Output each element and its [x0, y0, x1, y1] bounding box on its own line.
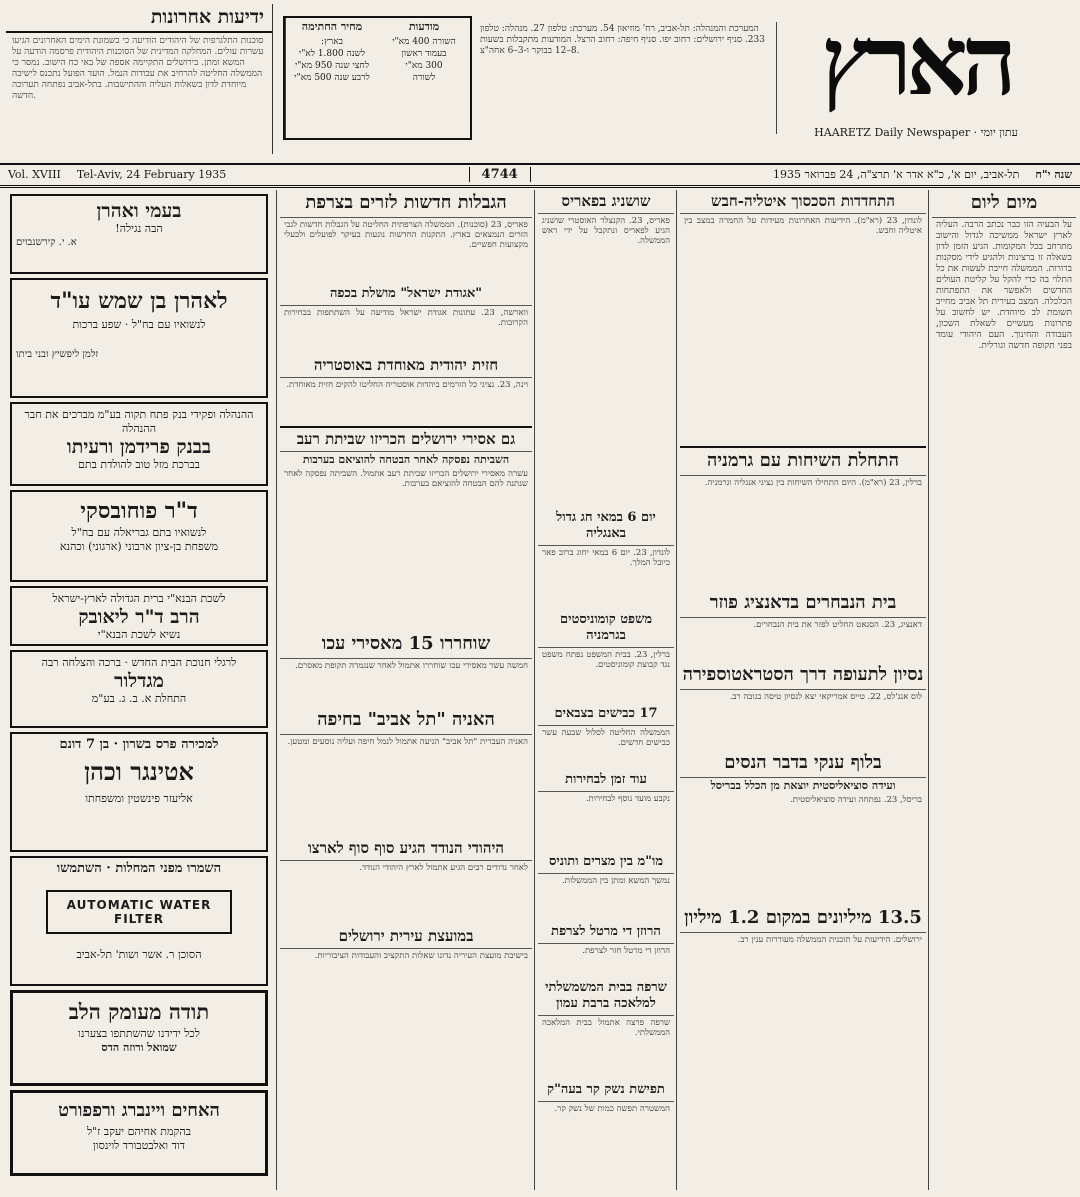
article-text: לונדון, 23. יום 6 במאי יחוג ברוב פאר כיובל המלך.	[542, 548, 670, 569]
ad-box	[10, 194, 268, 274]
subheadline: השביתה נפסקה לאחר הבטחה להוציאם בערבות	[302, 453, 510, 466]
ad-box	[10, 402, 268, 486]
advertising-line: בעמוד ראשון	[401, 49, 447, 59]
advertising-prices	[378, 18, 470, 138]
ad-box	[10, 990, 268, 1086]
article-text: ווארשה, 23. עתונות אגודת ישראל מודיעה על השתתפות בבחירות הקרובות.	[284, 308, 528, 329]
ad-signature: דוד ואלבטבורד לוינסון	[92, 1139, 185, 1152]
ad-box	[10, 732, 268, 852]
ad-title: תודה מעומק הלב	[68, 999, 210, 1024]
ad-text: לנשואיו עם בח"ל · שפע ברכות	[72, 318, 206, 331]
latest-news-box	[6, 4, 273, 154]
article-text: פאריס, 23 (סוכנות). הממשלה הצרפתית החליטה על הגבלות חדשות לגבי הזרים הנמצאים בארץ. התקנות החדשות נוגעות בעיקר לפועלים ולבעלי מקצועות חפשיים.	[284, 220, 528, 251]
headline: התחלת השיחות עם גרמניה	[680, 446, 926, 476]
subscription-line: לרבע שנה 500 מא"י	[294, 73, 370, 83]
article-text: פאריס, 23. הקנצלר האוסטרי שושניג הגיע לפאריס ונתקבל על ידי ראש הממשלה.	[542, 216, 670, 247]
headline: שושניג בפאריס	[538, 190, 674, 214]
headline: הרוזן די מרטל לצרפת	[538, 922, 674, 944]
article-text: נקבע מועד נוסף לבחירות.	[585, 794, 670, 804]
ad-box	[10, 586, 268, 646]
issue-number: 4744	[469, 167, 531, 182]
volume: Vol. XVIII	[8, 167, 61, 181]
masthead	[0, 0, 1080, 165]
headline: "אגודת ישראל" מושלת בכפה	[280, 284, 532, 306]
ad-title: AUTOMATIC WATER FILTER	[46, 890, 232, 934]
ads-column	[4, 190, 274, 1190]
headline: במועצת עירית ירושלים	[280, 925, 532, 949]
ad-text: לרגלי חנוכת הבית החדש · ברכה והצלחה רבה	[41, 656, 237, 669]
dateline	[0, 163, 1080, 188]
article-text: על הבעיה הזו כבר נכתב הרבה. העליה לארץ ישראל ממשיכה לגדול והישוב מתרחב בכל המקומות. הגיע הזמן לדון בשאלה זו ברצינות ולהגיע לידי מסקנות ברורות. הממשלה חייבת לעשות את כל התלוי בה כדי להקל על קליטת העולים החדשים ולאפשר את התפתחות הכלכלה. המצב בעירית תל אביב מחייב תשומת לב מיוחדת. יש לחשוב על פתרונות מעשיים לשאלת השכון, העבודה והחינוך. העם היהודי עומד בפני תקופה חדשה וגורלית.	[936, 220, 1072, 351]
latest-news-text: סוכנות התלגרפית של היהודים הודיעה כי בשמונת הימים האחרונים הגיעו עשרות עולים. המחלקה המדינית של הסוכנות היהודית פרסמה הודעה על המשא ומתן. בירושלים התקיימה אספה של באי כח הישוב. נמסר כי הממשלה החליטה להרחיב את עבודות הנמל. הועד הפועל נתכנס לישיבה מיוחדת לדון בשאלות העליה וההתישבות. בתל-אביב נפתחה תערוכה חדשה.	[12, 36, 264, 101]
logo-text: הארץ	[820, 4, 1012, 117]
ad-title: ד"ר פוחובסקי	[80, 498, 198, 524]
latest-news-title: ידיעות אחרונות	[6, 4, 272, 33]
headline: בית הנבחרים בדאנציג פוזר	[680, 590, 926, 618]
news-column-2	[280, 190, 532, 1190]
ad-box	[10, 650, 268, 728]
headline: מו"מ בין מצרים ותוניס	[538, 852, 674, 874]
headline: 17 כבישים בצבאים	[538, 704, 674, 726]
headline: הגבלות חדשות לזרים בצרפת	[280, 190, 532, 218]
subscription-line: לחצי שנה 950 מא"י	[294, 61, 370, 71]
subscription-title: מחיר החתימה	[301, 20, 363, 33]
article-text: הרוזן די מרטל חזר לצרפת.	[582, 946, 670, 956]
advertising-line: 300 מא"י	[405, 61, 443, 71]
article-text: דאנציג, 23. הסנאט החליט לפזר את בית הנבחרים.	[753, 620, 922, 630]
article-text: ברלין, 23 (רא"מ). היום התחילו השיחות בין נציגי אנגליה וגרמניה.	[704, 478, 922, 488]
advertising-title: מודעות	[408, 20, 440, 33]
ad-text: לנשואיו בתם גבריאלה עם בח"ל	[71, 526, 207, 539]
subheadline: ועידה סוציאליסטית יוצאת מן הכלל בבריסל	[710, 779, 896, 792]
headline: תפישת נשק קר בעה"ק	[538, 1080, 674, 1102]
ad-title: הרב ד"ר ליאובק	[78, 606, 200, 628]
subscription-prices	[285, 18, 378, 138]
headline: היהודי הנודד הגיע סוף סוף לארצו	[280, 837, 532, 861]
ad-signature: נשיא לשכת הבנא"י	[97, 628, 181, 641]
headline: 13.5 מיליונים במקום 1.2 מיליון	[680, 905, 926, 933]
offices-info: המערכת והמנהלה: תל-אביב, רח' מוזיאון 54. מערכת: טלפון 27. מנהלה: טלפון 233. סניף ירושלים: רחוב יפו. סניף חיפה: רחוב הרצל. המודעות מתקבלות בשעות 8–12 בבוקר ו-3–6 אחה"צ.	[474, 22, 777, 134]
headline: יום 6 במאי חג גדול באנגליה	[538, 508, 674, 546]
headline: עוד זמן לבחירות	[538, 770, 674, 792]
headline: שרפה בבית המשמשלתי למלאכה ברבת עמון	[538, 978, 674, 1016]
headline: בלוף ענקי בדבר הנסים	[680, 750, 926, 778]
article-text: בישיבת מועצת העיריה נדונו שאלות התקציב והעבודות הציבוריות.	[314, 951, 528, 961]
article-text: לוס אנג'לס, 22. טייס אמריקאי יצא לנסיון טיסה בגובה רב.	[729, 692, 922, 702]
logo-subtitle: עתון יומי · HAARETZ Daily Newspaper	[814, 126, 1018, 139]
english-date: Tel-Aviv, 24 February 1935	[76, 167, 227, 181]
year: שנה י"ח	[1035, 167, 1073, 181]
article-text: חמשה עשר מאסירי עכו שוחררו אתמול לאחר שנגמרה תקופת מאסרם.	[295, 661, 528, 671]
article-text: ברלין, 23. בבית המשפט נפתח משפט נגד קבוצת קומוניסטים.	[542, 650, 670, 671]
advertising-line: לשורה	[412, 73, 436, 83]
ad-box	[10, 856, 268, 986]
ad-signature: אליעזר פינשטין ומשפחתו	[85, 792, 193, 805]
ad-signature: שמואל ורוזה הדס	[101, 1041, 177, 1054]
ad-title: אטינגר וכהן	[84, 757, 194, 786]
headline: חזית יהודית מאוחדת באוסטריה	[280, 354, 532, 378]
headline: גם אסירי ירושלים הכריזו שביתת רעב	[280, 426, 532, 452]
ad-signature: א. י. קירשנבוים	[16, 237, 77, 248]
ad-signature: משפחת בן-ציון ארבוני (ארגוני) וכהנא	[59, 540, 219, 553]
news-column-4	[680, 190, 926, 1190]
ad-text: השמרו מפני המחלות · השתמשו	[56, 861, 222, 876]
ad-title: בעמי ואהרן	[96, 200, 182, 222]
article-text: עשרה מאסירי ירושלים הכריזו שביתת רעב אתמול. השביתה נפסקה לאחר שנתנה להם הבטחה להוציאם בערבות.	[284, 469, 528, 490]
article-text: הממשלה החליטה לסלול שבעה עשר כבישים חדשים.	[542, 728, 670, 749]
ad-title: בבנק פרידמן ורעיתו	[66, 436, 212, 458]
hebrew-date: תל-אביב, יום א', כ"א אדר א' תרצ"ה, 24 פברואר 1935	[773, 167, 1020, 181]
ad-box	[10, 278, 268, 398]
ad-signature: הסוכן ר. אשר ושות' תל-אביב	[76, 948, 202, 961]
headline: שוחררו 15 מאסירי עכו	[280, 631, 532, 659]
headline: התחדדות הסכסוך איטליה-חבש	[680, 190, 926, 214]
article-text: האניה העברית "תל אביב" הגיעה אתמול לנמל חיפה ועליה נוסעים ומטען.	[287, 737, 528, 747]
headline: משפט קומוניסטים בגרמניה	[538, 610, 674, 648]
article-text: בריסל, 23. נפתחה ועידה סוציאליסטית.	[790, 795, 922, 805]
article-text: לונדון, 23 (רא"מ). הידיעות האחרונות מעידות על החמרה במצב בין איטליה וחבש.	[684, 216, 923, 237]
ad-text: לכל ידידנו שהשתתפו בצערנו	[78, 1027, 200, 1040]
article-text: וינה, 23. נציגי כל הזרמים ביהדות אוסטריה החליטו להקים חזית מאוחדת.	[286, 380, 528, 390]
ad-signature: התחלת א. ב. ג. בע"מ	[91, 692, 187, 705]
ad-title: האחים ויינברג ורפפורט	[58, 1100, 220, 1121]
subscription-line: לשנה 1.800 לא"י	[298, 49, 366, 59]
news-column-3	[538, 190, 674, 1190]
ad-title: לאהרן בן שמש עו"ד	[50, 288, 228, 314]
ad-signature: בברכת מזל טוב להולדת בתם	[78, 458, 200, 471]
article-text: המשטרה תפשה כמות של נשק קר.	[554, 1104, 670, 1114]
ad-title: מגדלור	[114, 670, 164, 692]
ad-box	[10, 1090, 268, 1176]
ad-signature: זלמן ליפשיץ ובני ביתו	[16, 349, 99, 360]
ad-text: למכירה פרס בשרון · בן 7 דונם	[59, 737, 219, 752]
advertising-line: השורה 400 מא"י	[392, 37, 456, 47]
ad-text: לשכת הבנא"י ברית הגדולה לארץ-ישראל	[52, 592, 226, 605]
editorial-column	[932, 190, 1076, 1190]
article-text: נמשך המשא ומתן בין הממשלות.	[562, 876, 670, 886]
article-text: שרפה פרצה אתמול בבית המלאכה הממשלתי.	[542, 1018, 670, 1039]
article-text: ירושלים. הידיעות על תוכנית הממשלה מעוררות ענין רב.	[737, 935, 922, 945]
subscription-box	[283, 16, 472, 140]
ad-text: הבה נגילה!	[115, 222, 163, 235]
ad-box	[10, 490, 268, 582]
newspaper-logo	[766, 6, 1066, 126]
subscription-line: בארץ:	[321, 37, 343, 47]
headline: האניה "תל אביב" בחיפה	[280, 707, 532, 735]
headline: מיום ליום	[932, 190, 1076, 218]
ad-text: ההנהלה ופקידי בנק פתח תקוה בע"מ מברכים את חבר ההנהלה	[24, 408, 254, 435]
ad-text: בהקמת אחיהם יעקב ז"ל	[87, 1125, 191, 1138]
article-text: לאחר נדודים רבים הגיע אתמול לארץ היהודי הנודד.	[359, 863, 528, 873]
headline: נסיון לתעופה דרך הסטראטוספירה	[680, 662, 926, 690]
